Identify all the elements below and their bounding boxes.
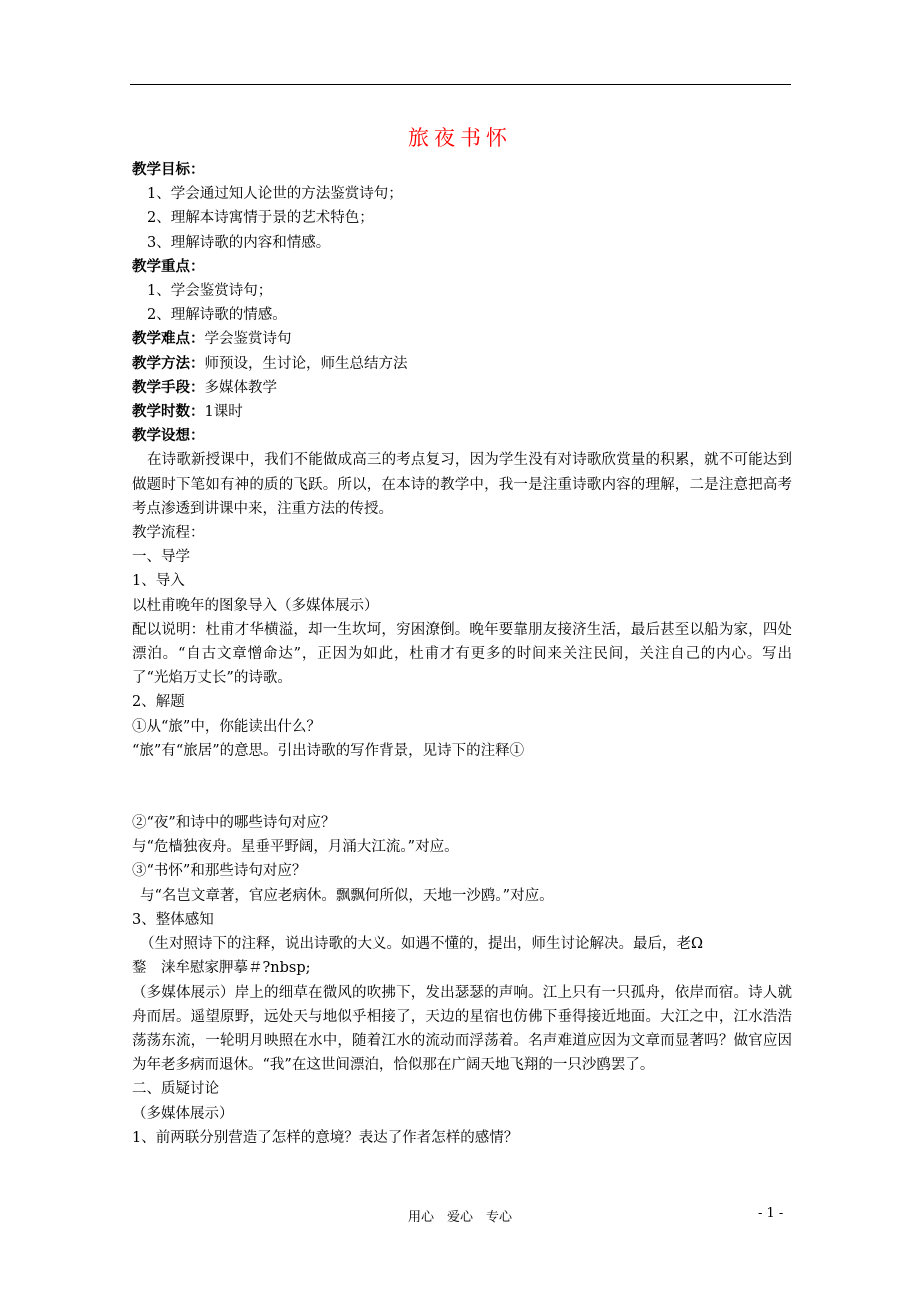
design-paragraph: 在诗歌新授课中，我们不能做成高三的考点复习，因为学生没有对诗歌欣赏量的积累，就不可能达到做题时下笔如有神的质的飞跃。所以，在本诗的教学中，我一是注重诗歌内容的理解，二是注意把高考考点渗透到讲课中来，注重方法的传授。 bbox=[132, 452, 792, 517]
question-line: ①从“旅”中，你能读出什么？ bbox=[132, 718, 321, 735]
answer-line: 与“危樯独夜舟。星垂平野阔，月涌大江流。”对应。 bbox=[132, 839, 459, 856]
subsection-heading: 3、整体感知 bbox=[132, 911, 214, 928]
subsection-heading: 1、导入 bbox=[132, 573, 185, 590]
question-line: ③“书怀”和那些诗句对应？ bbox=[132, 863, 307, 880]
key-point-item: 2、理解诗歌的情感。 bbox=[147, 307, 287, 324]
means-row: 教学手段：多媒体教学 bbox=[132, 379, 277, 396]
question-line: 1、前两联分别营造了怎样的意境？表达了作者怎样的感情？ bbox=[132, 1129, 519, 1146]
method-row: 教学方法：师预设，生讨论，师生总结方法 bbox=[132, 355, 408, 372]
translation-paragraph: （多媒体展示）岸上的细草在微风的吹拂下，发出瑟瑟的声响。江上只有一只孤舟，依岸而宿。诗人就舟而居。遥望原野，远处天与地似乎相接了，天边的星宿也仿佛下垂得接近地面。大江之中，江水浩浩荡荡东流，一轮明月映照在水中，随着江水的流动而浮荡着。名声难道应因为文章而显著吗？做官应因为年老多病而退休。“我”在这世间漂泊，恰似那在广阔天地飞翔的一只沙鸥罢了。 bbox=[132, 984, 792, 1074]
section-heading: 一、导学 bbox=[132, 549, 190, 566]
document-body bbox=[132, 158, 792, 1150]
answer-line: 与“名岂文章著，官应老病休。飘飘何所似，天地一沙鸥。”对应。 bbox=[140, 887, 554, 904]
blank-space bbox=[132, 763, 792, 811]
header-rule bbox=[130, 84, 791, 85]
goals-heading: 教学目标： bbox=[132, 162, 205, 178]
answer-line: “旅”有“旅居”的意思。引出诗歌的写作背景，见诗下的注释① bbox=[132, 742, 525, 759]
flow-heading: 教学流程： bbox=[132, 525, 205, 542]
key-point-item: 1、学会鉴赏诗句； bbox=[147, 283, 273, 300]
intro-paragraph: 配以说明：杜甫才华横溢，却一生坎坷，穷困潦倒。晚年要靠朋友接济生活，最后甚至以船为家，四处漂泊。“自古文章憎命达”，正因为如此，杜甫才有更多的时间来关注民间，关注自己的内心。写出了“光焰万丈长”的诗歌。 bbox=[132, 621, 792, 687]
goal-item: 1、学会通过知人论世的方法鉴赏诗句； bbox=[147, 186, 403, 203]
goal-item: 2、理解本诗寓情于景的艺术特色； bbox=[147, 210, 374, 227]
goal-item: 3、理解诗歌的内容和情感。 bbox=[147, 234, 331, 251]
garbled-line: 鍪 涞牟慰家胛摹＃?nbsp; bbox=[132, 960, 311, 977]
page-number: - 1 - bbox=[758, 1206, 784, 1221]
design-heading: 教学设想： bbox=[132, 428, 205, 445]
body-line: （生对照诗下的注释，说出诗歌的大义。如遇不懂的，提出，师生讨论解决。最后，老Ω bbox=[140, 936, 704, 953]
key-points-heading: 教学重点： bbox=[132, 258, 205, 275]
section-heading: 二、质疑讨论 bbox=[132, 1081, 219, 1098]
document-title: 旅夜书怀 bbox=[408, 126, 512, 150]
hours-row: 教学时数：1课时 bbox=[132, 404, 243, 421]
question-line: ②“夜”和诗中的哪些诗句对应？ bbox=[132, 815, 336, 832]
intro-line: 以杜甫晚年的图象导入（多媒体展示） bbox=[132, 597, 379, 614]
body-line: （多媒体展示） bbox=[132, 1105, 234, 1122]
difficulty-row: 教学难点：学会鉴赏诗句 bbox=[132, 331, 292, 348]
footer-motto: 用心 爱心 专心 bbox=[407, 1210, 512, 1225]
subsection-heading: 2、解题 bbox=[132, 694, 185, 711]
